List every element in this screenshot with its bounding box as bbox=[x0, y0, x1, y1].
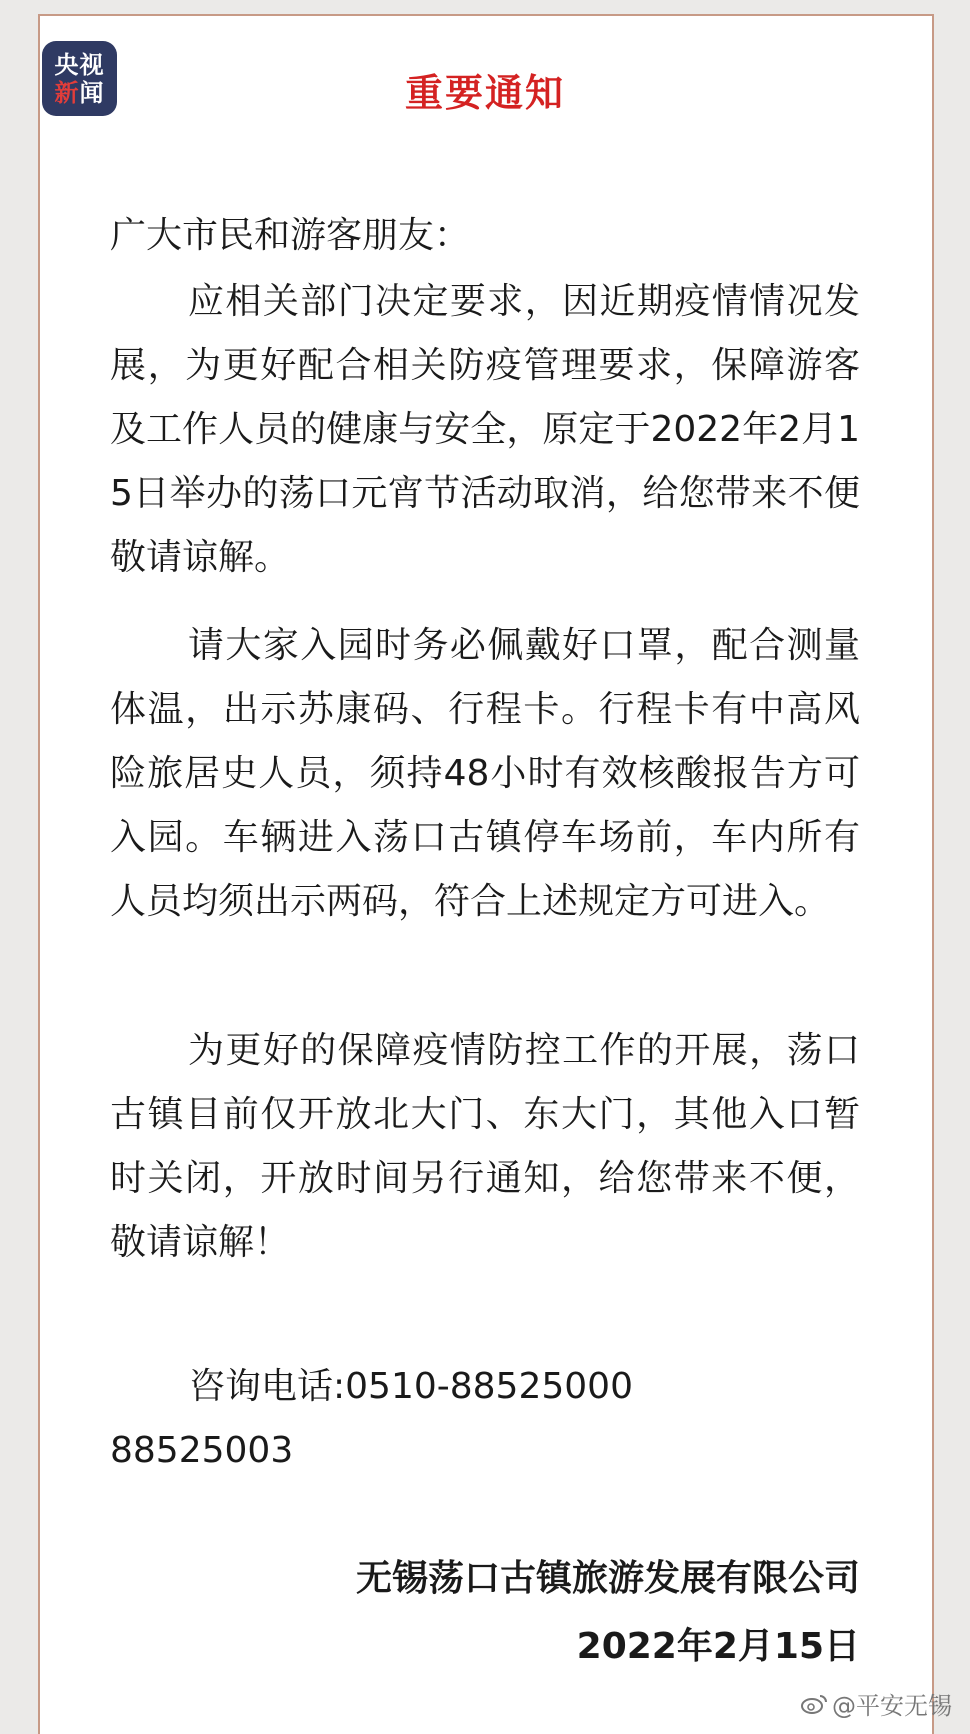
paragraph-cancellation: 应相关部门决定要求，因近期疫情情况发展，为更好配合相关防疫管理要求，保障游客及工作人员的健康与安全，原定于2022年2月15日举办的荡口元宵节活动取消，给您带来不便敬请谅解。 bbox=[110, 281, 860, 578]
watermark-text: @平安无锡 bbox=[832, 1692, 952, 1720]
watermark bbox=[800, 1686, 952, 1721]
phone-line-1: 咨询电话:0510-88525000 bbox=[189, 1366, 633, 1407]
logo-line-1: 央视 bbox=[54, 50, 105, 79]
phone-line-2: 88525003 bbox=[110, 1430, 294, 1471]
paragraph-gate-closure: 为更好的保障疫情防控工作的开展，荡口古镇目前仅开放北大门、东大门，其他入口暂时关闭，开放时间另行通知，给您带来不便，敬请谅解！ bbox=[110, 1030, 860, 1263]
logo-line-2: 新闻 bbox=[54, 78, 105, 107]
weibo-icon bbox=[800, 1693, 828, 1715]
notice-date: 2022年2月15日 bbox=[576, 1626, 860, 1667]
notice-title: 重要通知 bbox=[404, 71, 565, 115]
organization-signature: 无锡荡口古镇旅游发展有限公司 bbox=[355, 1558, 860, 1599]
paragraph-entry-requirements: 请大家入园时务必佩戴好口罩，配合测量体温，出示苏康码、行程卡。行程卡有中高风险旅居史人员，须持48小时有效核酸报告方可入园。车辆进入荡口古镇停车场前，车内所有人员均须出示两码，符合上述规定方可进入。 bbox=[110, 625, 860, 922]
salutation: 广大市民和游客朋友： bbox=[110, 215, 471, 256]
